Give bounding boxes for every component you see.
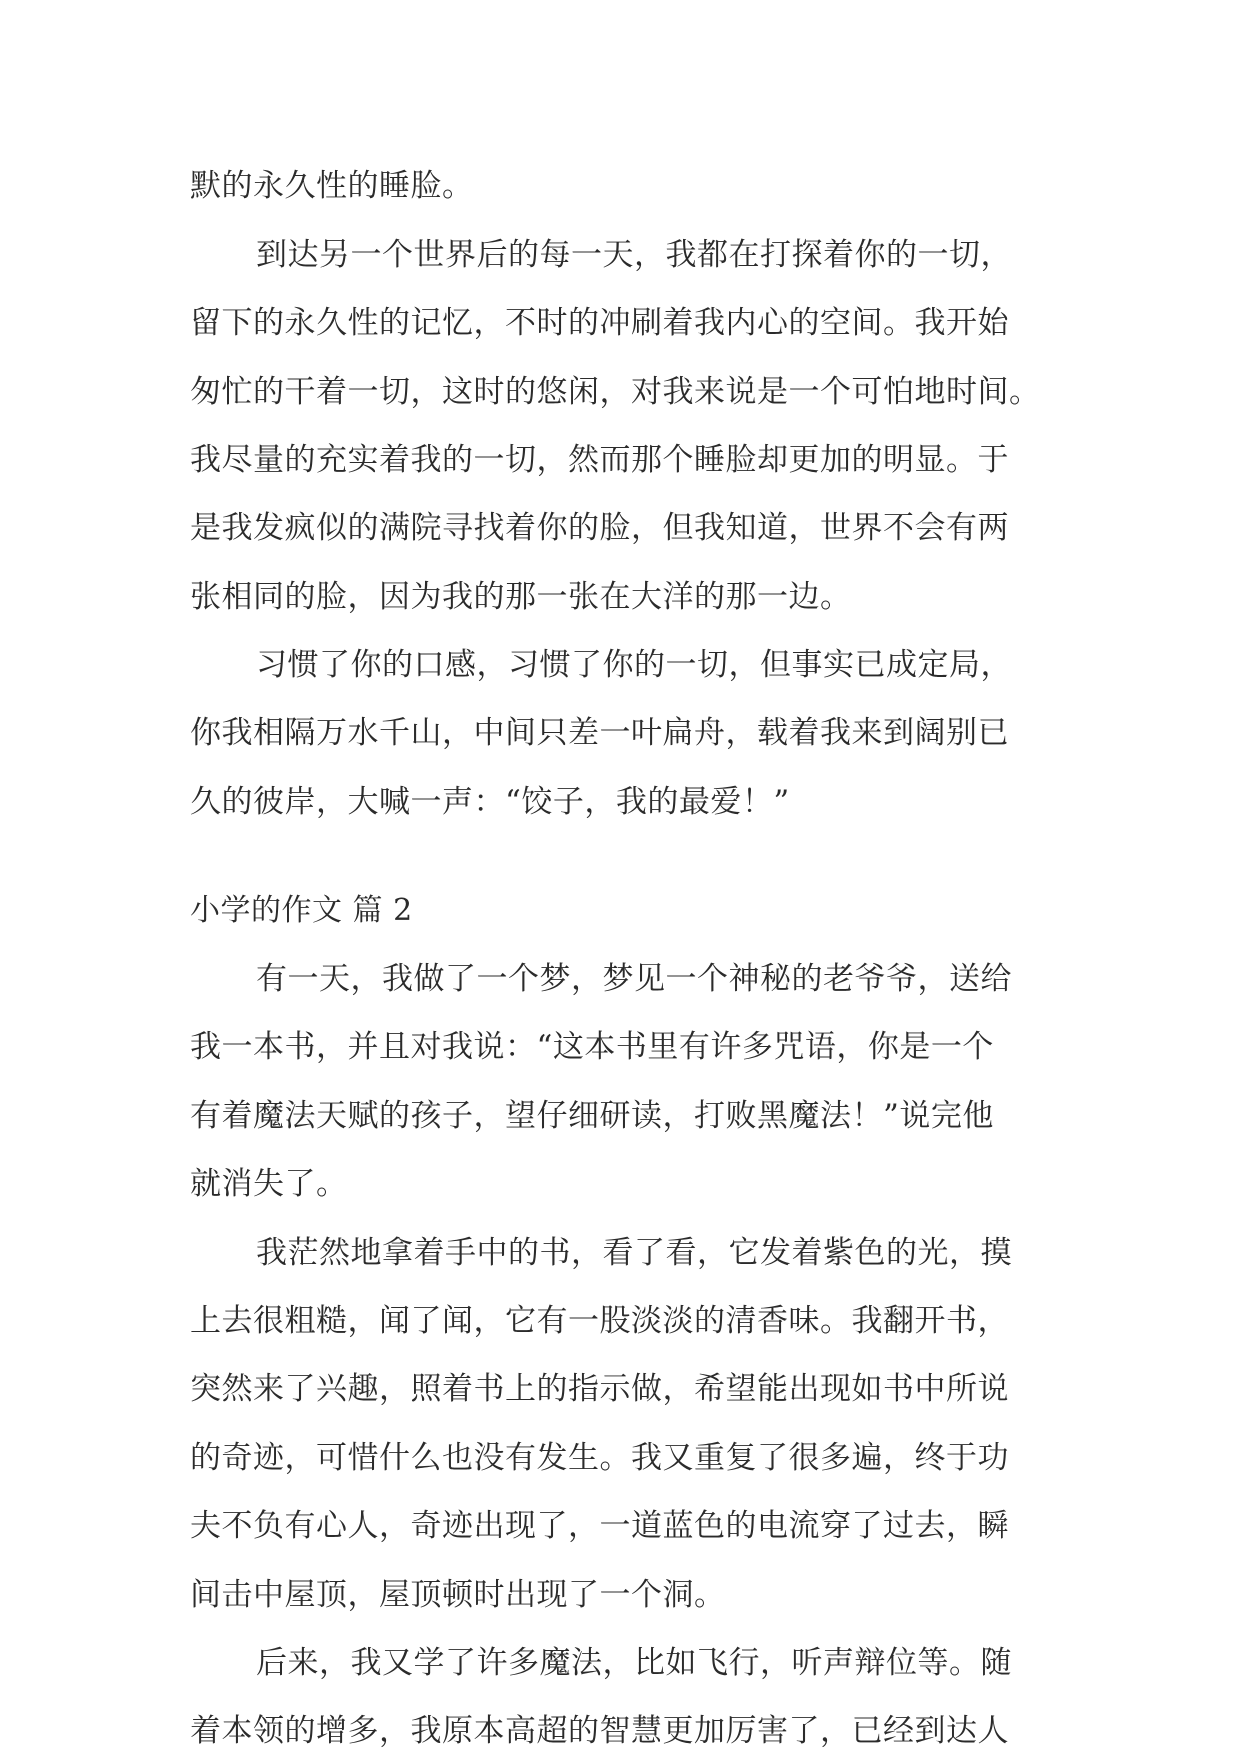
- paragraph-first-line: 后来，我又学了许多魔法，比如飞行，听声辩位等。随: [256, 1645, 1012, 1681]
- section-heading: 小学的作文 篇 2: [190, 893, 413, 928]
- paragraph-first-line: 有一天，我做了一个梦，梦见一个神秘的老爷爷，送给: [256, 961, 1012, 997]
- text-line: 就消失了。: [190, 1166, 348, 1202]
- paragraph-first-line: 到达另一个世界后的每一天，我都在打探着你的一切，: [256, 237, 1012, 273]
- paragraph-first-line: 习惯了你的口感，习惯了你的一切，但事实已成定局，: [256, 647, 1012, 683]
- text-line: 张相同的脸，因为我的那一张在大洋的那一边。: [190, 579, 852, 615]
- text-line: 我一本书，并且对我说：“这本书里有许多咒语，你是一个: [190, 1029, 994, 1065]
- text-line: 是我发疯似的满院寻找着你的脸，但我知道，世界不会有两: [190, 510, 1009, 546]
- text-line: 突然来了兴趣，照着书上的指示做，希望能出现如书中所说: [190, 1371, 1009, 1407]
- text-line: 夫不负有心人，奇迹出现了，一道蓝色的电流穿了过去，瞬: [190, 1508, 1009, 1544]
- text-line: 匆忙的干着一切，这时的悠闲，对我来说是一个可怕地时间。: [190, 374, 1041, 410]
- text-line: 上去很粗糙，闻了闻，它有一股淡淡的清香味。我翻开书，: [190, 1303, 1009, 1339]
- text-line: 久的彼岸，大喊一声：“饺子，我的最爱！”: [190, 784, 790, 820]
- text-line: 我尽量的充实着我的一切，然而那个睡脸却更加的明显。于: [190, 442, 1009, 478]
- text-line: 你我相隔万水千山，中间只差一叶扁舟，载着我来到阔别已: [190, 715, 1009, 751]
- text-line: 留下的永久性的记忆，不时的冲刷着我内心的空间。我开始: [190, 305, 1009, 341]
- text-line: 有着魔法天赋的孩子，望仔细研读，打败黑魔法！”说完他: [190, 1098, 994, 1134]
- text-line: 着本领的增多，我原本高超的智慧更加厉害了，已经到达人: [190, 1713, 1009, 1749]
- text-line: 的奇迹，可惜什么也没有发生。我又重复了很多遍，终于功: [190, 1440, 1009, 1476]
- text-line: 默的永久性的睡脸。: [190, 168, 474, 204]
- paragraph-first-line: 我茫然地拿着手中的书，看了看，它发着紫色的光，摸: [256, 1235, 1012, 1271]
- text-line: 间击中屋顶，屋顶顿时出现了一个洞。: [190, 1577, 726, 1613]
